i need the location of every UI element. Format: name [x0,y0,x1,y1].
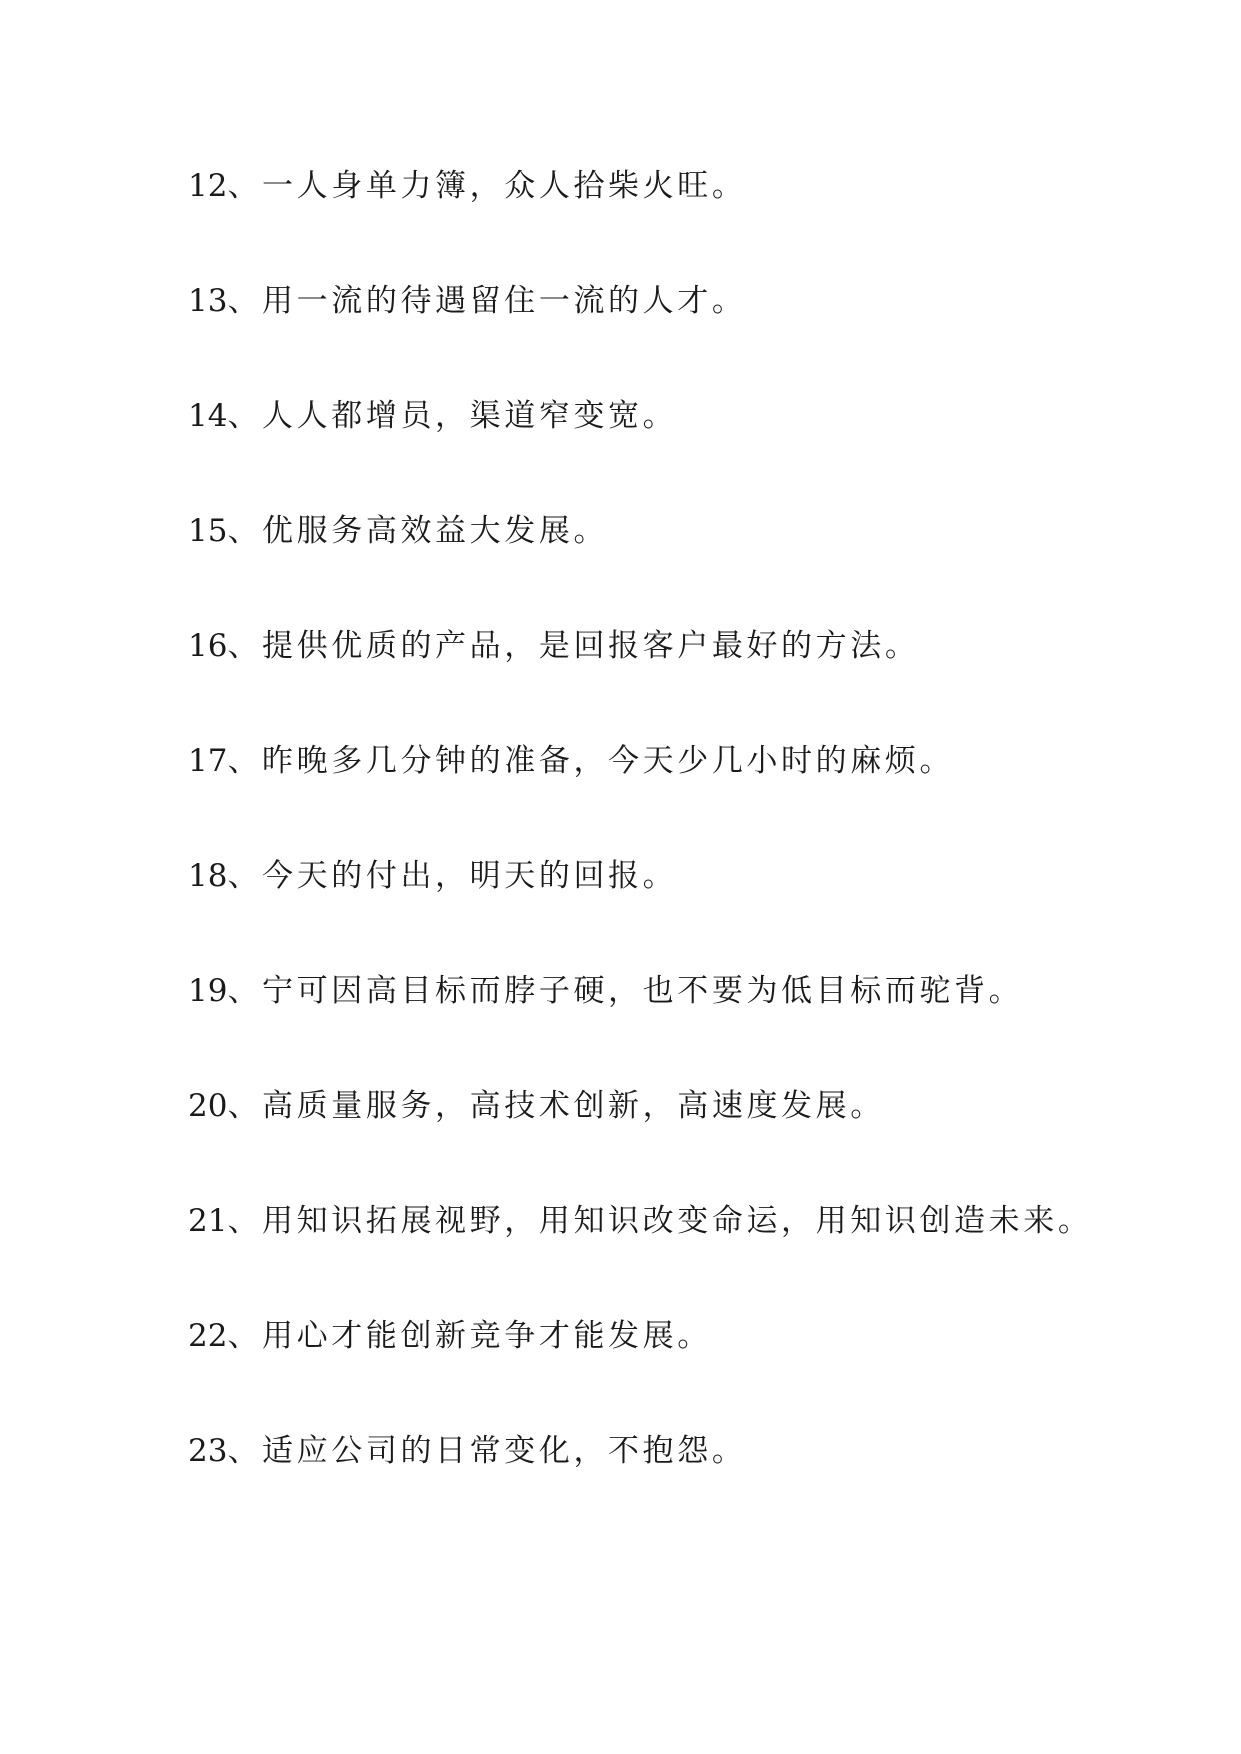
slogan-number: 14 [188,398,228,434]
slogan-item [188,503,1092,618]
slogan-number: 21 [188,1203,228,1239]
slogan-text: 、高质量服务，高技术创新，高速度发展。 [227,1088,885,1124]
slogan-text: 、用心才能创新竞争才能发展。 [227,1318,712,1354]
slogan-number: 13 [188,283,228,319]
slogan-item [188,273,1092,388]
slogan-number: 15 [188,513,228,549]
slogan-item [188,963,1092,1078]
slogan-item [188,733,1092,848]
slogan-item [188,1193,1092,1308]
slogan-item [188,1078,1092,1193]
slogan-item [188,1308,1092,1423]
slogan-number: 19 [188,973,228,1009]
slogan-number: 22 [188,1318,228,1354]
slogan-item [188,848,1092,963]
slogan-text: 、提供优质的产品，是回报客户最好的方法。 [227,628,920,664]
slogan-item [188,618,1092,733]
slogan-text: 、宁可因高目标而脖子硬，也不要为低目标而驼背。 [227,973,1024,1009]
slogan-number: 17 [188,743,228,779]
slogan-text: 、用知识拓展视野，用知识改变命运，用知识创造未来。 [227,1203,1093,1239]
slogan-number: 18 [188,858,228,894]
slogan-text: 、人人都增员，渠道窄变宽。 [227,398,678,434]
slogan-item [188,158,1092,273]
slogan-list [188,158,1092,1538]
slogan-number: 16 [188,628,228,664]
slogan-text: 、今天的付出，明天的回报。 [227,858,678,894]
slogan-number: 12 [188,168,228,204]
slogan-text: 、优服务高效益大发展。 [227,513,609,549]
slogan-text: 、用一流的待遇留住一流的人才。 [227,283,747,319]
slogan-text: 、一人身单力簿，众人拾柴火旺。 [227,168,747,204]
slogan-text: 、适应公司的日常变化，不抱怨。 [227,1433,747,1469]
slogan-text: 、昨晚多几分钟的准备，今天少几小时的麻烦。 [227,743,955,779]
slogan-number: 23 [188,1433,228,1469]
slogan-item [188,1423,1092,1538]
slogan-number: 20 [188,1088,228,1124]
slogan-item [188,388,1092,503]
